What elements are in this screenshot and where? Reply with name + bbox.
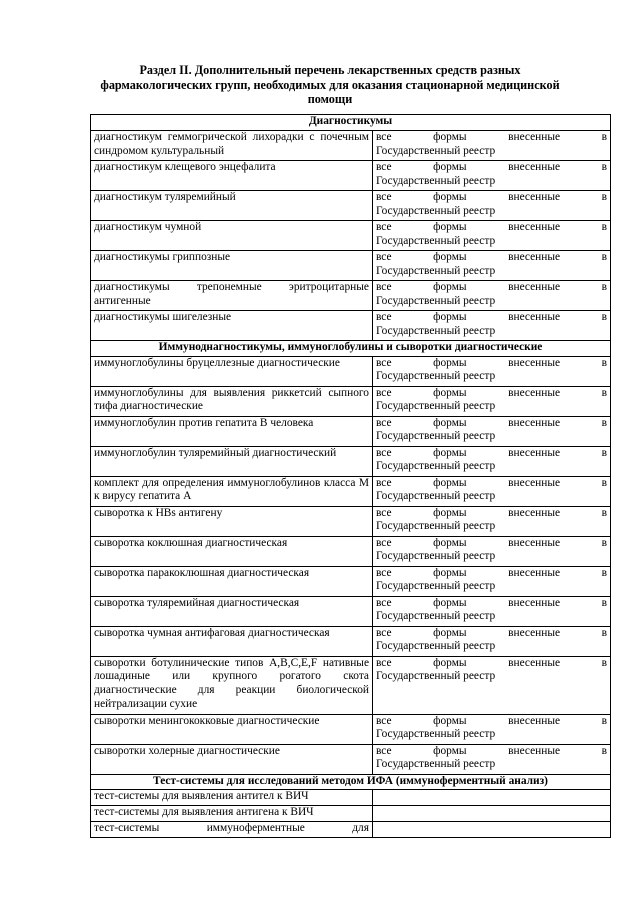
registry-text-line-2: Государственный реестр bbox=[376, 324, 496, 337]
drug-name-cell: диагностикумы трепонемные эритроцитарные антигенные bbox=[91, 280, 373, 310]
registry-cell bbox=[373, 476, 611, 506]
registry-word: в bbox=[601, 356, 607, 369]
registry-cell bbox=[373, 536, 611, 566]
table-row bbox=[91, 714, 611, 744]
registry-word: в bbox=[601, 656, 607, 669]
registry-cell bbox=[373, 220, 611, 250]
registry-word: внесенные bbox=[508, 446, 561, 459]
name-word: для bbox=[352, 822, 369, 835]
registry-word: все bbox=[376, 596, 392, 609]
registry-word: все bbox=[376, 310, 392, 323]
table-row bbox=[91, 280, 611, 310]
registry-word: внесенные bbox=[508, 744, 561, 757]
registry-word: все bbox=[376, 160, 392, 173]
registry-cell bbox=[373, 656, 611, 714]
drug-name-cell: тест-системы для выявления антител к ВИЧ bbox=[91, 790, 373, 806]
registry-word: внесенные bbox=[508, 250, 561, 263]
registry-text-line-1 bbox=[376, 357, 607, 371]
table-row bbox=[91, 822, 611, 838]
section-header-row bbox=[91, 774, 611, 790]
registry-word: формы bbox=[433, 386, 467, 399]
registry-text-line-1 bbox=[376, 745, 607, 759]
registry-cell bbox=[373, 130, 611, 160]
section-title: Диагностикумы bbox=[91, 115, 611, 131]
drug-name-cell: тест-системы для выявления антигена к ВИЧ bbox=[91, 806, 373, 822]
registry-word: формы bbox=[433, 744, 467, 757]
registry-word: все bbox=[376, 656, 392, 669]
registry-word: все bbox=[376, 220, 392, 233]
registry-word: все bbox=[376, 506, 392, 519]
registry-cell bbox=[373, 190, 611, 220]
registry-word: в bbox=[601, 536, 607, 549]
registry-text-line-2: Государственный реестр bbox=[376, 670, 496, 683]
registry-word: в bbox=[601, 250, 607, 263]
table-row bbox=[91, 220, 611, 250]
registry-text-line-1 bbox=[376, 507, 607, 521]
registry-word: все bbox=[376, 626, 392, 639]
registry-cell bbox=[373, 416, 611, 446]
registry-cell bbox=[373, 310, 611, 340]
registry-word: внесенные bbox=[508, 656, 561, 669]
registry-text-line-2: Государственный реестр bbox=[376, 758, 496, 771]
table-row bbox=[91, 626, 611, 656]
registry-word: внесенные bbox=[508, 626, 561, 639]
table-row bbox=[91, 806, 611, 822]
empty-cell bbox=[373, 806, 611, 822]
registry-word: в bbox=[601, 596, 607, 609]
registry-word: внесенные bbox=[508, 566, 561, 579]
registry-cell bbox=[373, 356, 611, 386]
registry-text-line-1 bbox=[376, 447, 607, 461]
registry-word: формы bbox=[433, 130, 467, 143]
drug-name-cell: иммуноглобулины бруцеллезные диагностические bbox=[91, 356, 373, 386]
registry-word: все bbox=[376, 476, 392, 489]
registry-word: формы bbox=[433, 310, 467, 323]
registry-word: формы bbox=[433, 476, 467, 489]
registry-word: все bbox=[376, 744, 392, 757]
registry-text-line-1 bbox=[376, 537, 607, 551]
registry-text-line-2: Государственный реестр bbox=[376, 640, 496, 653]
registry-word: внесенные bbox=[508, 416, 561, 429]
truncated-name bbox=[94, 822, 369, 836]
registry-word: все bbox=[376, 566, 392, 579]
registry-word: формы bbox=[433, 416, 467, 429]
registry-word: в bbox=[601, 476, 607, 489]
registry-word: внесенные bbox=[508, 160, 561, 173]
registry-word: внесенные bbox=[508, 476, 561, 489]
registry-text-line-2: Государственный реестр bbox=[376, 430, 496, 443]
empty-cell bbox=[373, 822, 611, 838]
registry-text-line-2: Государственный реестр bbox=[376, 520, 496, 533]
medicines-table bbox=[90, 114, 611, 838]
registry-text-line-2: Государственный реестр bbox=[376, 460, 496, 473]
name-word: тест-системы bbox=[94, 822, 160, 835]
registry-word: формы bbox=[433, 190, 467, 203]
drug-name-cell: сыворотка чумная антифаговая диагностическая bbox=[91, 626, 373, 656]
registry-cell bbox=[373, 280, 611, 310]
drug-name-cell: иммуноглобулин против гепатита В человека bbox=[91, 416, 373, 446]
table-row bbox=[91, 536, 611, 566]
registry-cell bbox=[373, 566, 611, 596]
table-row bbox=[91, 656, 611, 714]
registry-word: внесенные bbox=[508, 356, 561, 369]
table-row bbox=[91, 356, 611, 386]
registry-word: внесенные bbox=[508, 190, 561, 203]
registry-word: в bbox=[601, 626, 607, 639]
registry-cell bbox=[373, 626, 611, 656]
registry-word: в bbox=[601, 130, 607, 143]
registry-word: все bbox=[376, 446, 392, 459]
table-row bbox=[91, 250, 611, 280]
registry-word: все bbox=[376, 386, 392, 399]
registry-word: все bbox=[376, 536, 392, 549]
drug-name-cell: сыворотки ботулинические типов А,В,С,Е,F нативные лошадиные или крупного рогатого скота диагностические для реакции биологической нейтрализации сухие bbox=[91, 656, 373, 714]
registry-cell bbox=[373, 596, 611, 626]
table-row bbox=[91, 386, 611, 416]
table-row bbox=[91, 744, 611, 774]
registry-word: внесенные bbox=[508, 130, 561, 143]
registry-word: все bbox=[376, 280, 392, 293]
registry-text-line-1 bbox=[376, 161, 607, 175]
drug-name-cell: сыворотки холерные диагностические bbox=[91, 744, 373, 774]
registry-cell bbox=[373, 506, 611, 536]
registry-word: формы bbox=[433, 280, 467, 293]
registry-text-line-2: Государственный реестр bbox=[376, 234, 496, 247]
table-row bbox=[91, 566, 611, 596]
drug-name-cell: диагностикумы шигелезные bbox=[91, 310, 373, 340]
empty-cell bbox=[373, 790, 611, 806]
drug-name-cell: иммуноглобулин туляремийный диагностический bbox=[91, 446, 373, 476]
registry-text-line-1 bbox=[376, 191, 607, 205]
registry-text-line-1 bbox=[376, 597, 607, 611]
section-title: Иммуноднагностикумы, иммуноглобулины и сыворотки диагностические bbox=[91, 340, 611, 356]
registry-word: все bbox=[376, 190, 392, 203]
section-header-row bbox=[91, 115, 611, 131]
drug-name-cell: диагностикумы гриппозные bbox=[91, 250, 373, 280]
registry-text-line-1 bbox=[376, 715, 607, 729]
registry-word: в bbox=[601, 160, 607, 173]
registry-text-line-1 bbox=[376, 281, 607, 295]
registry-word: формы bbox=[433, 446, 467, 459]
registry-word: все bbox=[376, 130, 392, 143]
table-row bbox=[91, 506, 611, 536]
table-row bbox=[91, 446, 611, 476]
registry-word: формы bbox=[433, 250, 467, 263]
registry-word: в bbox=[601, 310, 607, 323]
registry-word: формы bbox=[433, 656, 467, 669]
registry-text-line-1 bbox=[376, 311, 607, 325]
registry-word: в bbox=[601, 566, 607, 579]
registry-text-line-1 bbox=[376, 567, 607, 581]
drug-name-cell: диагностикум туляремийный bbox=[91, 190, 373, 220]
registry-word: внесенные bbox=[508, 220, 561, 233]
registry-cell bbox=[373, 714, 611, 744]
registry-text-line-2: Государственный реестр bbox=[376, 144, 496, 157]
table-row bbox=[91, 790, 611, 806]
registry-word: в bbox=[601, 506, 607, 519]
registry-word: внесенные bbox=[508, 714, 561, 727]
drug-name-cell: сыворотка туляремийная диагностическая bbox=[91, 596, 373, 626]
drug-name-cell: диагностикум клещевого энцефалита bbox=[91, 160, 373, 190]
registry-word: в bbox=[601, 744, 607, 757]
registry-word: формы bbox=[433, 566, 467, 579]
registry-text-line-1 bbox=[376, 417, 607, 431]
registry-text-line-2: Государственный реестр bbox=[376, 550, 496, 563]
registry-word: формы bbox=[433, 626, 467, 639]
registry-word: в bbox=[601, 220, 607, 233]
table-row bbox=[91, 596, 611, 626]
registry-word: внесенные bbox=[508, 506, 561, 519]
registry-cell bbox=[373, 386, 611, 416]
registry-text-line-2: Государственный реестр bbox=[376, 610, 496, 623]
registry-word: формы bbox=[433, 714, 467, 727]
drug-name-cell: диагностикум чумной bbox=[91, 220, 373, 250]
table-row bbox=[91, 130, 611, 160]
drug-name-cell: диагностикум геммогрической лихорадки с почечным синдромом культуральный bbox=[91, 130, 373, 160]
registry-word: формы bbox=[433, 160, 467, 173]
registry-word: в bbox=[601, 446, 607, 459]
section-heading: Раздел II. Дополнительный перечень лекарственных средств разных фармакологических групп, необходимых для оказания стационарной медицинской помощи bbox=[100, 63, 560, 106]
registry-word: формы bbox=[433, 506, 467, 519]
registry-word: в bbox=[601, 386, 607, 399]
registry-word: в bbox=[601, 280, 607, 293]
registry-word: в bbox=[601, 416, 607, 429]
registry-text-line-2: Государственный реестр bbox=[376, 370, 496, 383]
registry-text-line-2: Государственный реестр bbox=[376, 400, 496, 413]
registry-text-line-1 bbox=[376, 221, 607, 235]
registry-word: внесенные bbox=[508, 280, 561, 293]
registry-word: все bbox=[376, 356, 392, 369]
registry-text-line-1 bbox=[376, 627, 607, 641]
registry-text-line-1 bbox=[376, 477, 607, 491]
registry-text-line-2: Государственный реестр bbox=[376, 580, 496, 593]
registry-cell bbox=[373, 250, 611, 280]
registry-text-line-2: Государственный реестр bbox=[376, 294, 496, 307]
drug-name-cell: сыворотки менингококковые диагностические bbox=[91, 714, 373, 744]
name-word: иммуноферментные bbox=[206, 822, 305, 835]
registry-text-line-2: Государственный реестр bbox=[376, 490, 496, 503]
registry-word: все bbox=[376, 250, 392, 263]
registry-cell bbox=[373, 744, 611, 774]
drug-name-cell: сыворотка коклюшная диагностическая bbox=[91, 536, 373, 566]
registry-word: внесенные bbox=[508, 596, 561, 609]
registry-text-line-1 bbox=[376, 657, 607, 671]
registry-text-line-1 bbox=[376, 387, 607, 401]
section-title: Тест-системы для исследований методом ИФА (иммуноферментный анализ) bbox=[91, 774, 611, 790]
drug-name-cell: иммуноглобулины для выявления риккетсий сыпного тифа диагностические bbox=[91, 386, 373, 416]
table-row bbox=[91, 160, 611, 190]
registry-text-line-2: Государственный реестр bbox=[376, 174, 496, 187]
registry-text-line-1 bbox=[376, 251, 607, 265]
registry-word: в bbox=[601, 714, 607, 727]
registry-word: в bbox=[601, 190, 607, 203]
registry-text-line-2: Государственный реестр bbox=[376, 264, 496, 277]
table-row bbox=[91, 310, 611, 340]
registry-word: внесенные bbox=[508, 536, 561, 549]
registry-word: все bbox=[376, 416, 392, 429]
registry-text-line-2: Государственный реестр bbox=[376, 204, 496, 217]
drug-name-cell bbox=[91, 822, 373, 838]
registry-word: формы bbox=[433, 356, 467, 369]
registry-cell bbox=[373, 160, 611, 190]
registry-cell bbox=[373, 446, 611, 476]
registry-text-line-1 bbox=[376, 131, 607, 145]
table-row bbox=[91, 476, 611, 506]
table-row bbox=[91, 190, 611, 220]
registry-word: внесенные bbox=[508, 386, 561, 399]
drug-name-cell: сыворотка к HBs антигену bbox=[91, 506, 373, 536]
registry-word: формы bbox=[433, 220, 467, 233]
registry-word: внесенные bbox=[508, 310, 561, 323]
drug-name-cell: сыворотка паракоклюшная диагностическая bbox=[91, 566, 373, 596]
table-row bbox=[91, 416, 611, 446]
section-header-row bbox=[91, 340, 611, 356]
registry-text-line-2: Государственный реестр bbox=[376, 728, 496, 741]
registry-word: формы bbox=[433, 536, 467, 549]
drug-name-cell: комплект для определения иммуноглобулинов класса М к вирусу гепатита А bbox=[91, 476, 373, 506]
registry-word: формы bbox=[433, 596, 467, 609]
registry-word: все bbox=[376, 714, 392, 727]
